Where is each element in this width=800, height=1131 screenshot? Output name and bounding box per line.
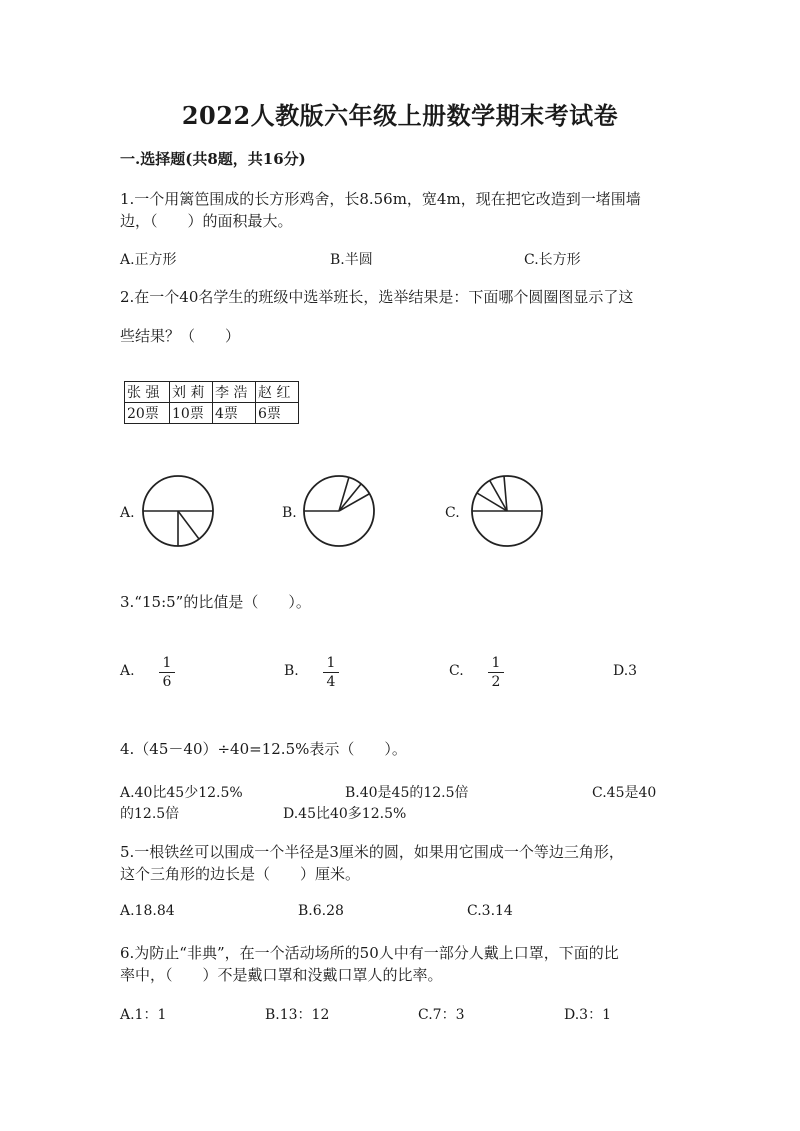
question-2-option-b: B. [282,505,297,521]
question-4-option-a: A.40比45少12.5% [120,785,243,801]
question-4-option-c: C.45是40 [592,785,657,801]
pie-chart-b [301,471,377,551]
question-3-option-d: D.3 [613,663,638,679]
question-5-option-a: A.18.84 [120,903,175,919]
vote-results-table [124,381,299,424]
fraction-bar [488,672,504,673]
question-3-option-a-label: A. [120,663,135,679]
fraction-denominator: 6 [162,674,172,690]
question-1-option-b: B.半圆 [330,252,373,268]
fraction-denominator: 4 [326,674,336,690]
question-4-option-d: D.45比40多12.5% [283,806,407,822]
question-5-line-1: 5.一根铁丝可以围成一个半径是3厘米的圆，如果用它围成一个等边三角形， [120,843,624,861]
table-cell: 20票 [125,403,170,424]
question-6-option-c: C.7：3 [418,1007,465,1023]
table-cell: 张 强 [125,382,170,403]
question-6-line-2: 率中，（ ）不是戴口罩和没戴口罩人的比率。 [120,966,443,984]
question-2-option-a: A. [120,505,135,521]
exam-title: 2022人教版六年级上册数学期末考试卷 [181,101,619,130]
question-3-text: 3.“15:5”的比值是（ ）。 [120,593,311,611]
table-cell: 4票 [213,403,256,424]
question-4-option-c-continued: 的12.5倍 [120,806,180,822]
question-3-option-b-fraction [321,655,341,690]
question-3-option-a-fraction [157,655,177,690]
fraction-bar [323,672,339,673]
question-6-option-a: A.1：1 [120,1007,167,1023]
question-2-line-1: 2.在一个40名学生的班级中选举班长，选举结果是：下面哪个圆圈图显示了这 [120,288,634,306]
question-3-option-c-label: C. [449,663,464,679]
question-1-option-a: A.正方形 [120,252,177,268]
question-1-line-1: 1.一个用篱笆围成的长方形鸡舍，长8.56m，宽4m，现在把它改造到一堵围墙 [120,190,641,208]
table-cell: 李 浩 [213,382,256,403]
table-cell: 10票 [170,403,213,424]
pie-chart-c [468,471,546,551]
question-4-option-b: B.40是45的12.5倍 [345,785,469,801]
fraction-denominator: 2 [491,674,501,690]
question-6-line-1: 6.为防止“非典”，在一个活动场所的50人中有一部分人戴上口罩，下面的比 [120,944,619,962]
question-4-text: 4.（45－40）÷40=12.5%表示（ ）。 [120,740,407,758]
section-heading: 一.选择题(共8题，共16分) [120,150,306,168]
question-5-option-b: B.6.28 [298,903,344,919]
question-1-line-2: 边，（ ）的面积最大。 [120,212,293,230]
table-cell: 刘 莉 [170,382,213,403]
question-6-option-d: D.3：1 [564,1007,611,1023]
question-6-option-b: B.13：12 [265,1007,330,1023]
question-5-option-c: C.3.14 [467,903,513,919]
table-row [125,403,299,424]
table-cell: 6票 [256,403,299,424]
fraction-numerator: 1 [162,655,172,671]
table-cell: 赵 红 [256,382,299,403]
fraction-numerator: 1 [326,655,336,671]
question-3-option-b-label: B. [284,663,299,679]
question-2-option-c: C. [445,505,460,521]
question-5-line-2: 这个三角形的边长是（ ）厘米。 [120,865,361,883]
fraction-numerator: 1 [491,655,501,671]
question-3-option-c-fraction [486,655,506,690]
question-1-option-c: C.长方形 [524,252,581,268]
question-2-line-2: 些结果？（ ） [120,327,241,345]
pie-chart-a [140,471,216,551]
table-row [125,382,299,403]
fraction-bar [159,672,175,673]
